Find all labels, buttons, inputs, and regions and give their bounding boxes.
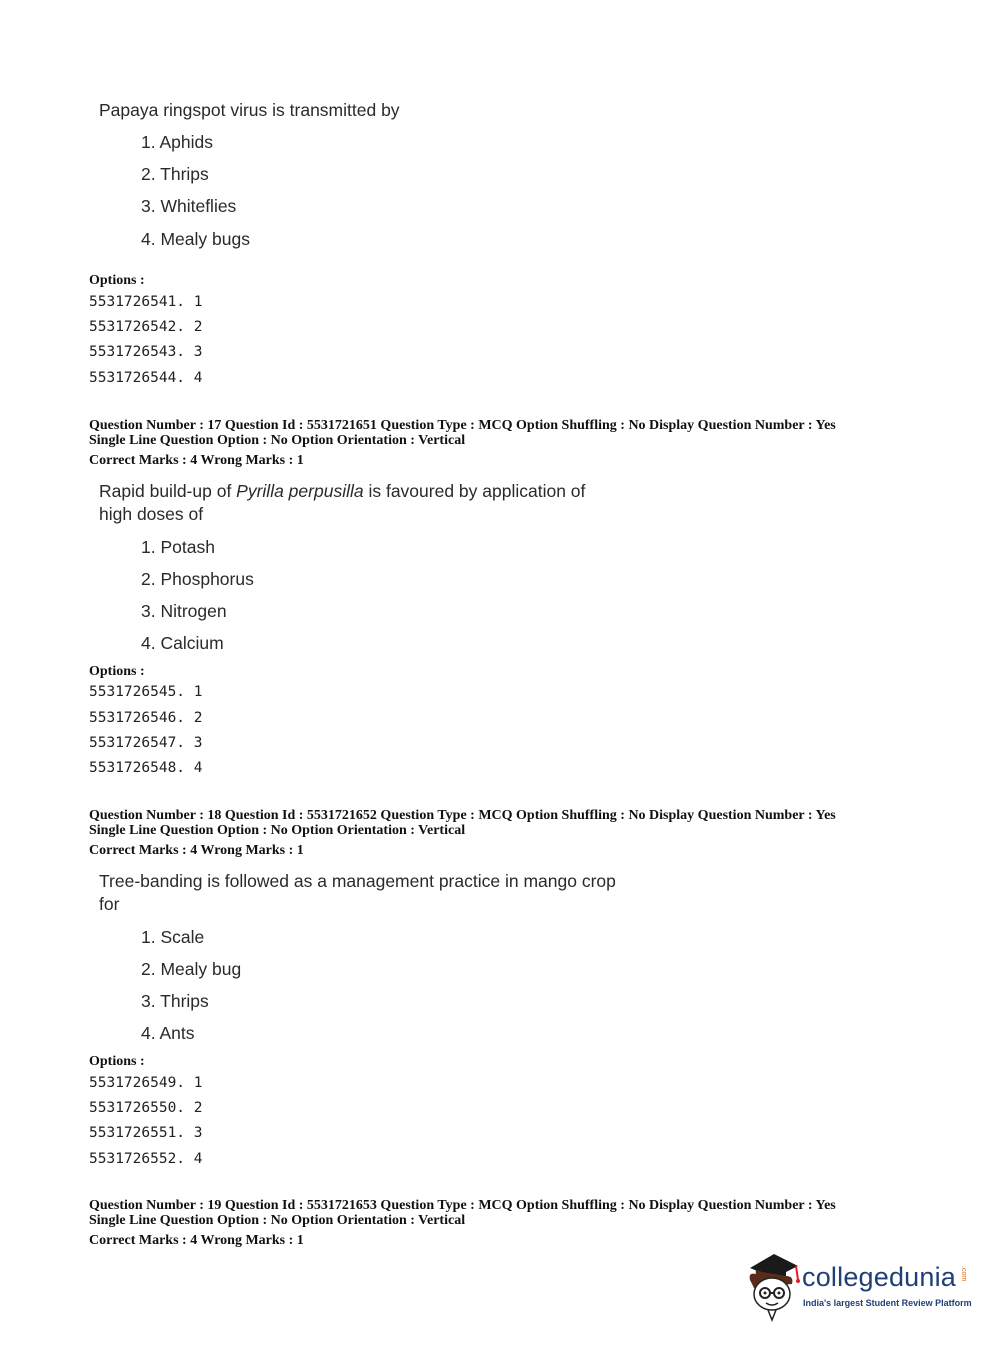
option-id: 5531726550. 2 [89, 1100, 203, 1116]
question-meta: Question Number : 18 Question Id : 5531721652 Question Type : MCQ Option Shuffling : No Display Question Number : Yes [89, 808, 836, 823]
choice: 2. Thrips [141, 164, 209, 184]
option-id: 5531726543. 3 [89, 344, 203, 360]
choice: 2. Mealy bug [141, 959, 242, 979]
choice: 4. Mealy bugs [141, 229, 250, 249]
question-marks: Correct Marks : 4 Wrong Marks : 1 [89, 1233, 304, 1248]
choice: 1. Aphids [141, 132, 213, 152]
option-id: 5531726548. 4 [89, 760, 203, 776]
logo-tagline: India's largest Student Review Platform [803, 1298, 972, 1308]
option-id: 5531726544. 4 [89, 370, 203, 386]
species-name: Pyrilla perpusilla [236, 481, 364, 501]
choice: 3. Whiteflies [141, 196, 237, 216]
logo-wordmark: collegedunia [802, 1262, 957, 1292]
option-id: 5531726542. 2 [89, 319, 203, 335]
option-id: 5531726549. 1 [89, 1075, 203, 1091]
question-meta: Single Line Question Option : No Option Orientation : Vertical [89, 1213, 466, 1228]
choice: 4. Calcium [141, 633, 224, 653]
question-text-part: Rapid build-up of [99, 481, 237, 501]
option-id: 5531726551. 3 [89, 1125, 203, 1141]
question-marks: Correct Marks : 4 Wrong Marks : 1 [89, 843, 304, 858]
choice: 2. Phosphorus [141, 569, 254, 589]
question-marks: Correct Marks : 4 Wrong Marks : 1 [89, 453, 304, 468]
option-id: 5531726547. 3 [89, 735, 203, 751]
question-text: Papaya ringspot virus is transmitted by [99, 100, 400, 120]
question-meta: Question Number : 17 Question Id : 5531721651 Question Type : MCQ Option Shuffling : No Display Question Number : Yes [89, 418, 836, 433]
option-id: 5531726541. 1 [89, 294, 203, 310]
mascot-icon [742, 1250, 802, 1322]
question-meta: Question Number : 19 Question Id : 5531721653 Question Type : MCQ Option Shuffling : No Display Question Number : Yes [89, 1198, 836, 1213]
option-id: 5531726546. 2 [89, 710, 203, 726]
question-text-part: is favoured by application of high doses of [99, 481, 586, 524]
choice: 3. Thrips [141, 991, 209, 1011]
logo-com: .com [960, 1266, 967, 1282]
choice: 1. Potash [141, 537, 215, 557]
options-label: Options : [89, 273, 145, 288]
question-text: Tree-banding is followed as a management practice in mango crop for [99, 871, 616, 914]
question-meta: Single Line Question Option : No Option Orientation : Vertical [89, 823, 466, 838]
option-id: 5531726552. 4 [89, 1151, 203, 1167]
option-id: 5531726545. 1 [89, 684, 203, 700]
options-label: Options : [89, 664, 145, 679]
collegedunia-logo [742, 1250, 972, 1322]
choice: 4. Ants [141, 1023, 195, 1043]
choice: 1. Scale [141, 927, 205, 947]
options-label: Options : [89, 1054, 145, 1069]
question-meta: Single Line Question Option : No Option Orientation : Vertical [89, 433, 466, 448]
question-text [99, 480, 619, 526]
choice: 3. Nitrogen [141, 601, 227, 621]
